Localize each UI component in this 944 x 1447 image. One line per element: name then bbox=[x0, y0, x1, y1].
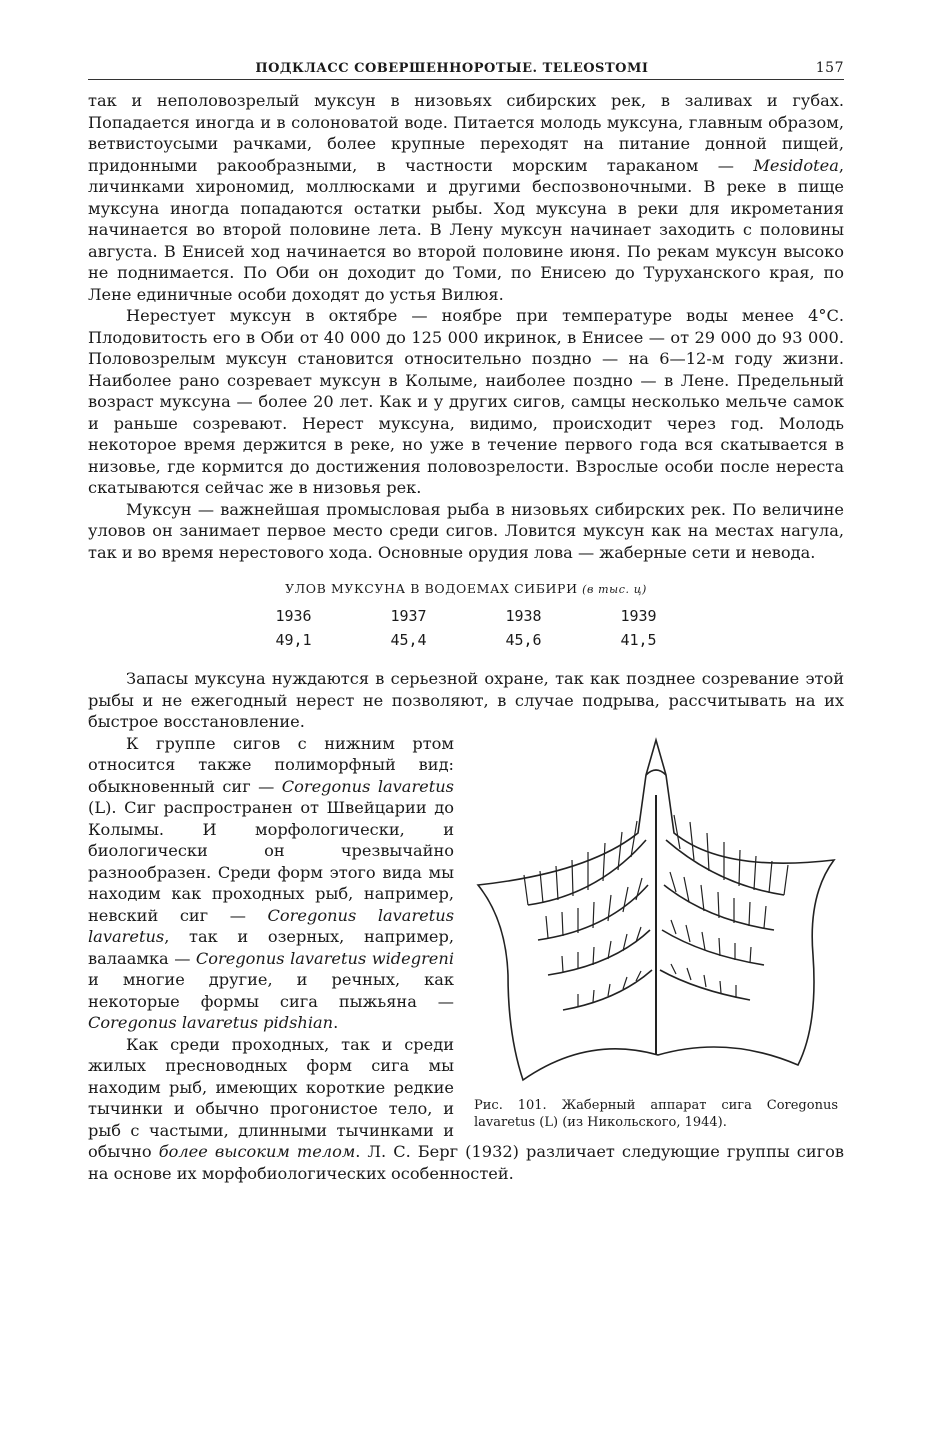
table-cell: 1937 bbox=[390, 607, 427, 625]
paragraph-2: Нерестует муксун в октябре — ноябре при температуре воды менее 4°С. Плодовитость его в Оби от 40 000 до 125 000 икринок, в Енисее — от 29 000 до 93 000. Половозрелым муксун становится относительно поздно — на 6—12-м году жизни. Наиболее рано созревает муксун в Колыме, наиболее поздно — в Лене. Предельный возраст муксуна — более 20 лет. Как и у других сигов, самцы несколько мельче самок и раньше созревают. Нерест муксуна, видимо, происходит через год. Молодь некоторое время держится в реке, но уже в течение первого года вся скатывается в низовье, где кормится до достижения половозрелости. Взрослые особи после нереста скатываются сейчас же в низовья рек. bbox=[88, 306, 844, 497]
paragraph-6: Как среди проходных, так и среди жилых пресноводных форм сига мы находим рыб, имеющих короткие редкие тычинки и обычно прогонистое тело, и рыб с частыми, длинными тычинками и обычно более высоким телом. Л. С. Берг (1932) различает следующие группы сигов на основе их морфобиологических особенностей. bbox=[88, 1034, 845, 1183]
page-number: 157 bbox=[815, 60, 844, 76]
running-header bbox=[88, 60, 844, 80]
table-cell: 41,5 bbox=[620, 631, 657, 649]
figure-101 bbox=[468, 735, 844, 1131]
catch-values-table bbox=[236, 604, 696, 652]
page bbox=[88, 60, 844, 1184]
table-cell: 45,4 bbox=[390, 631, 427, 649]
table-caption: УЛОВ МУКСУНА В ВОДОЕМАХ СИБИРИ (в тыс. ц) bbox=[285, 581, 647, 596]
figure-caption: Рис. 101. Жаберный аппарат сига Coregonus lavaretus (L) (из Никольского, 1944). bbox=[474, 1097, 838, 1130]
taxon-pidshian: Coregonus lavaretus pidshian bbox=[88, 1013, 334, 1032]
body-text bbox=[88, 90, 844, 1184]
table-cell: 1936 bbox=[275, 607, 312, 625]
paragraph-5: К группе сигов с нижним ртом относится также полиморфный вид: обыкновенный сиг — Coregonus lavaretus (L). Сиг распространен от Швейцарии до Колымы. И морфологически, и биологически он чрезвычайно разнообразен. Среди форм этого вида мы находим как проходных рыб, например, невский сиг — Coregonus lavaretus lavaretus, так и озерных, например, валаамка — Coregonus lavaretus widegreni и многие другие, и речных, как некоторые формы сига пыжьяна — Coregonus lavaretus pidshian. bbox=[88, 733, 455, 1032]
taxon-widegreni: Coregonus lavaretus widegreni bbox=[195, 948, 454, 968]
table-row-values bbox=[236, 628, 696, 652]
table-cell: 1939 bbox=[620, 607, 657, 625]
paragraph-3: Муксун — важнейшая промысловая рыба в низовьях сибирских рек. По величине уловов он занимает первое место среди сигов. Ловится муксун как на местах нагула, так и во время нерестового хода. Основные орудия лова — жаберные сети и невода. bbox=[88, 499, 844, 562]
table-cell: 45,6 bbox=[505, 631, 542, 649]
table-cell: 49,1 bbox=[275, 631, 312, 649]
table-row-years bbox=[236, 604, 696, 628]
taxon-lavaretus: Coregonus lavaretus bbox=[281, 776, 454, 796]
catch-table bbox=[88, 581, 844, 652]
header-title: ПОДКЛАСС СОВЕРШЕННОРОТЫЕ. TELEOSTOMI bbox=[255, 61, 649, 76]
paragraph-4: Запасы муксуна нуждаются в серьезной охране, так как позднее созревание этой рыбы и не ежегодный нерест не позволяют, в случае подрыва, рассчитывать на их быстрое восстановление. bbox=[88, 669, 844, 731]
paragraph-1: так и неполовозрелый муксун в низовьях сибирских рек, в заливах и губах. Попадается иногда и в солоноватой воде. Питается молодь муксуна, главным образом, ветвистоусыми рачками, более крупные переходят на питание донной пищей, придонными ракообразными, в частности морским тараканом — Mesidotea, личинками хирономид, моллюсками и другими беспозвоночными. В реке в пище муксуна иногда попадаются остатки рыбы. Ход муксуна в реки для икрометания начинается во второй половине лета. В Лену муксун начинает заходить с половины августа. В Енисей ход начинается во второй половине июня. По рекам муксун высоко не поднимается. По Оби он доходит до Томи, по Енисею до Туруханского края, по Лене единичные особи доходят до устья Вилюя. bbox=[88, 91, 844, 304]
gill-apparatus-illustration bbox=[468, 735, 844, 1087]
emphasis-high-body: более высоким телом bbox=[158, 1142, 356, 1161]
taxon-mesidotea: Mesidotea bbox=[753, 155, 839, 175]
table-unit: (в тыс. ц) bbox=[582, 583, 647, 596]
table-cell: 1938 bbox=[505, 607, 542, 625]
taxon-lavaretus-lavaretus: Coregonus lavaretus lavaretus bbox=[88, 905, 455, 946]
